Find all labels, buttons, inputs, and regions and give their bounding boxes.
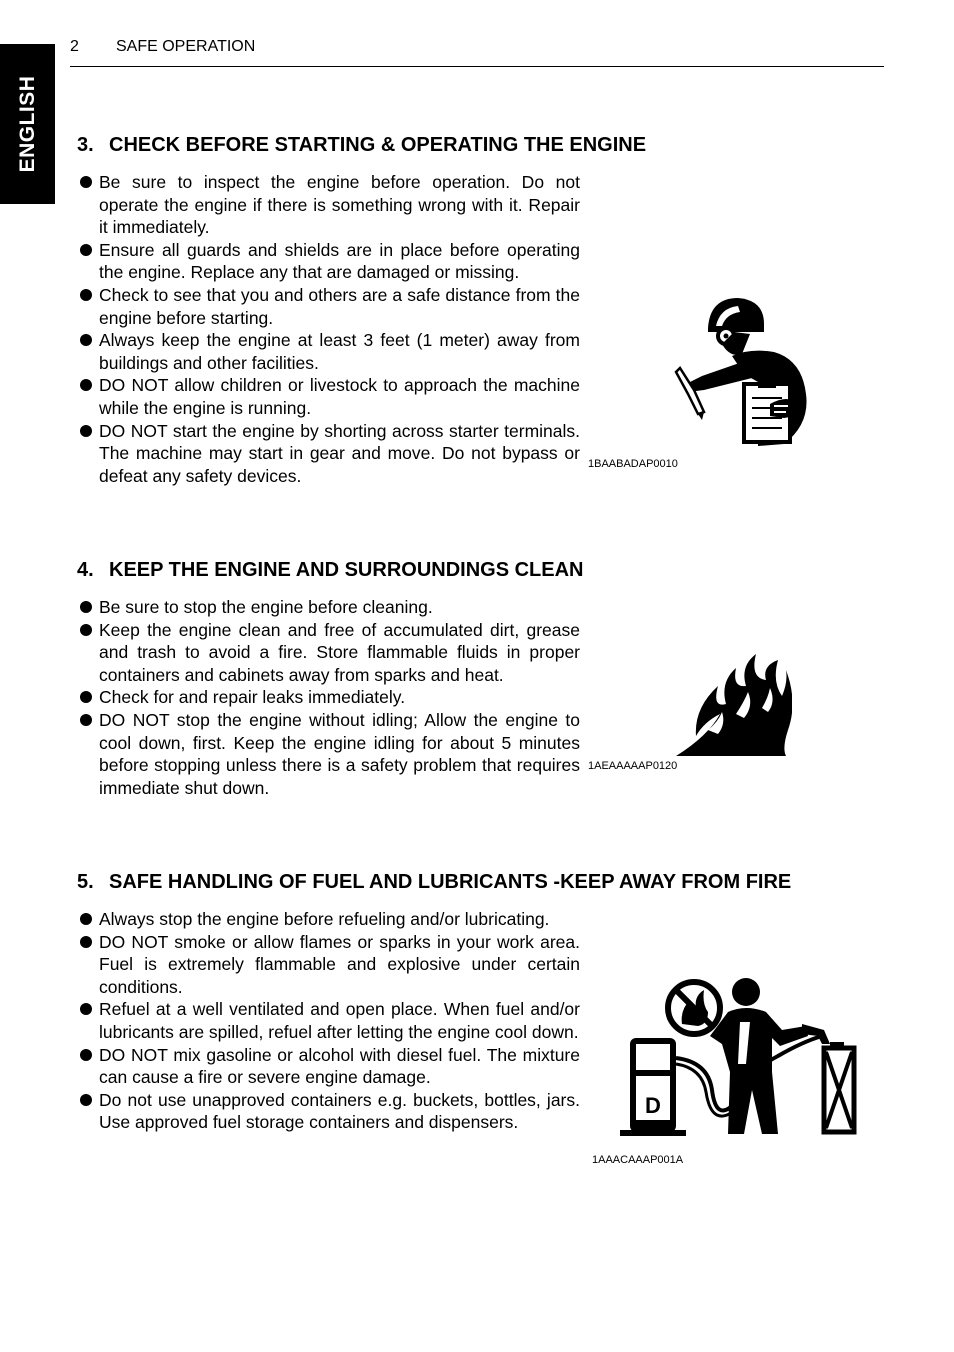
list-item: Be sure to stop the engine before cleaning. [77,596,580,619]
list-item: DO NOT smoke or allow flames or sparks in your work area. Fuel is extremely flammable and explosive under certain conditions. [77,931,580,999]
pump-letter: D [645,1093,661,1118]
list-item: Always keep the engine at least 3 feet (1 meter) away from buildings and other facilities. [77,329,580,374]
figure-code: 1BAABADAP0010 [588,458,678,470]
section-number: 4. [77,559,94,581]
section-fuel-handling [77,870,897,1133]
flame-icon [674,652,792,758]
language-tab [0,44,55,204]
list-item: Be sure to inspect the engine before operation. Do not operate the engine if there is something wrong with it. Repair it immediately. [77,171,580,239]
section-heading [77,558,897,582]
section-number: 3. [77,134,94,156]
list-item: Ensure all guards and shields are in place before operating the engine. Replace any that are damaged or missing. [77,239,580,284]
refueling-no-fire-icon [616,972,860,1140]
list-item: Do not use unapproved containers e.g. buckets, bottles, jars. Use approved fuel storage containers and dispensers. [77,1089,580,1134]
list-item: DO NOT stop the engine without idling; Allow the engine to cool down, first. Keep the engine idling for about 5 minutes before stopping unless there is a safety problem that requires immediate shut down. [77,709,580,799]
figure-code: 1AEAAAAAP0120 [588,760,678,772]
section-title: SAFE HANDLING OF FUEL AND LUBRICANTS -KEEP AWAY FROM FIRE [109,871,792,893]
bullet-list [77,171,580,487]
list-item: Refuel at a well ventilated and open place. When fuel and/or lubricants are spilled, refuel after letting the engine cool down. [77,998,580,1043]
figure-code: 1AAACAAAP001A [592,1154,684,1166]
list-item: Keep the engine clean and free of accumulated dirt, grease and trash to avoid a fire. Store flammable fluids in proper containers and cabinets away from sparks and heat. [77,619,580,687]
section-title: KEEP THE ENGINE AND SURROUNDINGS CLEAN [109,559,584,581]
section-heading [77,133,897,157]
list-item: DO NOT start the engine by shorting across starter terminals. The machine may start in gear and move. Do not bypass or defeat any safety devices. [77,420,580,488]
page-header [70,38,884,67]
section-title: CHECK BEFORE STARTING & OPERATING THE ENGINE [109,134,647,156]
inspector-clipboard-icon [664,294,814,449]
list-item: Check for and repair leaks immediately. [77,686,580,709]
list-item: DO NOT mix gasoline or alcohol with diesel fuel. The mixture can cause a fire or severe engine damage. [77,1044,580,1089]
language-tab-label: ENGLISH [15,75,39,173]
bullet-list [77,908,580,1134]
section-number: 5. [77,871,94,893]
running-title: SAFE OPERATION [116,38,256,55]
page-number: 2 [70,38,79,55]
list-item: Always stop the engine before refueling and/or lubricating. [77,908,580,931]
bullet-list [77,596,580,799]
list-item: DO NOT allow children or livestock to approach the machine while the engine is running. [77,374,580,419]
section-heading [77,870,897,894]
list-item: Check to see that you and others are a safe distance from the engine before starting. [77,284,580,329]
